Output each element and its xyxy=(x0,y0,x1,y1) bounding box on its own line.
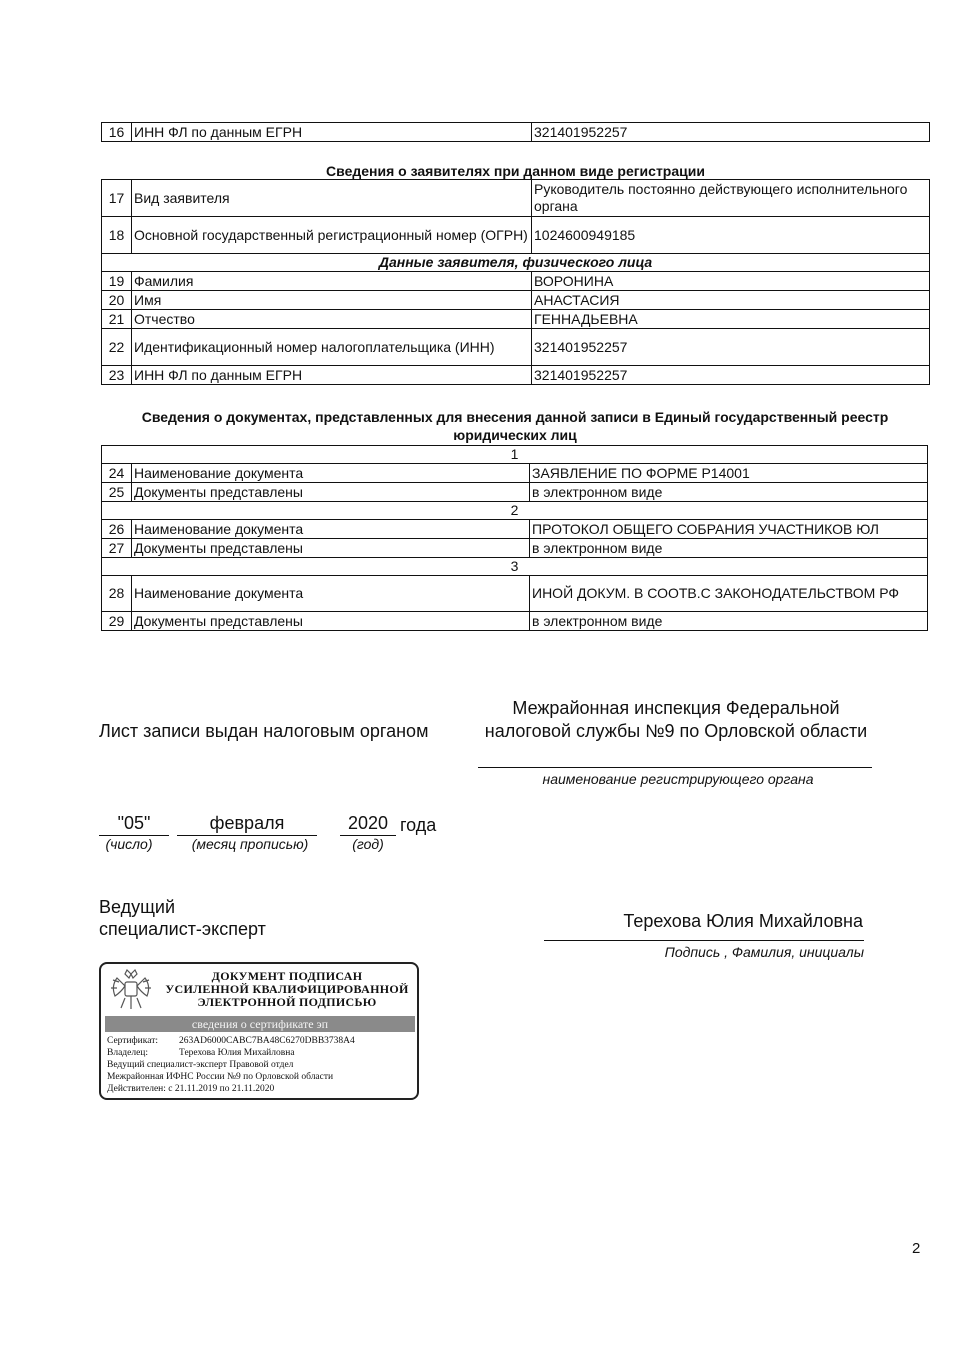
stamp-valid-value: с 21.11.2019 по 21.11.2020 xyxy=(168,1084,275,1094)
stamp-valid-row xyxy=(107,1083,355,1095)
row-label: Вид заявителя xyxy=(132,180,532,217)
authority-caption: наименование регистрирующего органа xyxy=(542,771,814,787)
table-row xyxy=(102,291,930,310)
row-value: АНАСТАСИЯ xyxy=(532,291,930,310)
row-value: 321401952257 xyxy=(532,366,930,385)
signatory-position-line1: Ведущий xyxy=(99,897,176,917)
date-day: "05" xyxy=(99,812,169,836)
stamp-title-line2: УСИЛЕННОЙ КВАЛИФИЦИРОВАННОЙ xyxy=(165,982,409,996)
table-row xyxy=(102,217,930,254)
stamp-cert-label: Сертификат: xyxy=(107,1036,159,1046)
row-label: Наименование документа xyxy=(132,520,530,539)
date-month-caption: (месяц прописью) xyxy=(191,836,309,852)
stamp-title-line3: ЭЛЕКТРОННОЙ ПОДПИСЬЮ xyxy=(197,995,377,1009)
row-label: ИНН ФЛ по данным ЕГРН xyxy=(132,123,532,142)
coat-of-arms-icon xyxy=(107,968,155,1012)
date-day-caption: (число) xyxy=(105,836,153,852)
group-index: 1 xyxy=(102,446,928,464)
table-row xyxy=(102,180,930,217)
signatory-position-line2: специалист-эксперт xyxy=(99,919,266,939)
row-number: 17 xyxy=(102,180,132,217)
stamp-line4: Межрайонная ИФНС России №9 по Орловской области xyxy=(107,1072,334,1082)
stamp-title xyxy=(163,970,411,1009)
row-value: 321401952257 xyxy=(532,123,930,142)
stamp-certificate-bar: сведения о сертификате эп xyxy=(105,1016,415,1032)
row-value: ПРОТОКОЛ ОБЩЕГО СОБРАНИЯ УЧАСТНИКОВ ЮЛ xyxy=(530,520,928,539)
row-value: ВОРОНИНА xyxy=(532,272,930,291)
signatory-underline xyxy=(544,940,864,941)
section-title-documents: Сведения о документах, представленных для внесения данной записи в Единый государственный реестр юридических лиц xyxy=(141,409,889,443)
row-value: в электронном виде xyxy=(530,539,928,558)
row-number: 16 xyxy=(102,123,132,142)
table-applicants xyxy=(101,179,930,385)
row-value: в электронном виде xyxy=(530,483,928,502)
group-index: 3 xyxy=(102,558,928,576)
stamp-valid-label: Действителен: xyxy=(107,1084,166,1094)
row-label: Отчество xyxy=(132,310,532,329)
stamp-line3: Ведущий специалист-эксперт Правовой отдел xyxy=(107,1060,294,1070)
table-row xyxy=(102,366,930,385)
date-year-word: года xyxy=(400,815,437,835)
row-number: 20 xyxy=(102,291,132,310)
issued-label: Лист записи выдан налоговым органом xyxy=(99,721,429,741)
table-row xyxy=(102,272,930,291)
row-value: ЗАЯВЛЕНИЕ ПО ФОРМЕ Р14001 xyxy=(530,464,928,483)
row-number: 28 xyxy=(102,576,132,612)
stamp-owner-value: Терехова Юлия Михайловна xyxy=(179,1048,295,1058)
row-label: Имя xyxy=(132,291,532,310)
row-value: 321401952257 xyxy=(532,329,930,366)
stamp-owner-row xyxy=(107,1047,355,1059)
table-row xyxy=(102,576,928,612)
table-top xyxy=(101,122,930,142)
row-number: 26 xyxy=(102,520,132,539)
row-value: Руководитель постоянно действующего исполнительного органа xyxy=(532,180,930,217)
subheading-person: Данные заявителя, физического лица xyxy=(102,254,930,272)
stamp-cert-row xyxy=(107,1035,355,1047)
stamp-details xyxy=(107,1035,355,1095)
group-index-row xyxy=(102,502,928,520)
row-label: Фамилия xyxy=(132,272,532,291)
row-number: 25 xyxy=(102,483,132,502)
signatory-caption: Подпись , Фамилия, инициалы xyxy=(664,944,864,960)
row-value: 1024600949185 xyxy=(532,217,930,254)
row-value: ГЕННАДЬЕВНА xyxy=(532,310,930,329)
e-signature-stamp xyxy=(99,962,419,1100)
table-row xyxy=(102,539,928,558)
row-value: ИНОЙ ДОКУМ. В СООТВ.С ЗАКОНОДАТЕЛЬСТВОМ РФ xyxy=(530,576,928,612)
signatory-name: Терехова Юлия Михайловна xyxy=(623,911,863,931)
row-number: 21 xyxy=(102,310,132,329)
row-label: Наименование документа xyxy=(132,576,530,612)
date-year-caption: (год) xyxy=(352,836,384,852)
row-label: Документы представлены xyxy=(132,539,530,558)
date-month: февраля xyxy=(177,812,317,836)
row-label: Основной государственный регистрационный номер (ОГРН) xyxy=(132,217,532,254)
row-label: Документы представлены xyxy=(132,483,530,502)
table-row xyxy=(102,123,930,142)
table-row xyxy=(102,483,928,502)
row-number: 27 xyxy=(102,539,132,558)
group-index-row xyxy=(102,558,928,576)
row-number: 29 xyxy=(102,612,132,631)
stamp-title-line1: ДОКУМЕНТ ПОДПИСАН xyxy=(211,969,363,983)
table-row xyxy=(102,310,930,329)
stamp-owner-label: Владелец: xyxy=(107,1048,149,1058)
row-number: 22 xyxy=(102,329,132,366)
section-title-applicants: Сведения о заявителях при данном виде регистрации xyxy=(326,163,705,179)
table-subheading-row xyxy=(102,254,930,272)
table-row xyxy=(102,612,928,631)
authority-underline xyxy=(478,767,872,768)
row-number: 23 xyxy=(102,366,132,385)
date-year: 2020 xyxy=(340,812,396,836)
group-index: 2 xyxy=(102,502,928,520)
page-number: 2 xyxy=(912,1240,921,1257)
table-row xyxy=(102,464,928,483)
stamp-cert-value: 263AD6000CABC7BA48C6270DBB3738A4 xyxy=(179,1036,355,1046)
row-number: 24 xyxy=(102,464,132,483)
row-label: Документы представлены xyxy=(132,612,530,631)
table-documents xyxy=(101,445,928,631)
group-index-row xyxy=(102,446,928,464)
issuing-authority: Межрайонная инспекция Федеральной налоговой службы №9 по Орловской области xyxy=(484,698,868,741)
row-label: Наименование документа xyxy=(132,464,530,483)
table-row xyxy=(102,329,930,366)
row-number: 19 xyxy=(102,272,132,291)
row-number: 18 xyxy=(102,217,132,254)
row-value: в электронном виде xyxy=(530,612,928,631)
row-label: ИНН ФЛ по данным ЕГРН xyxy=(132,366,532,385)
row-label: Идентификационный номер налогоплательщика (ИНН) xyxy=(132,329,532,366)
table-row xyxy=(102,520,928,539)
